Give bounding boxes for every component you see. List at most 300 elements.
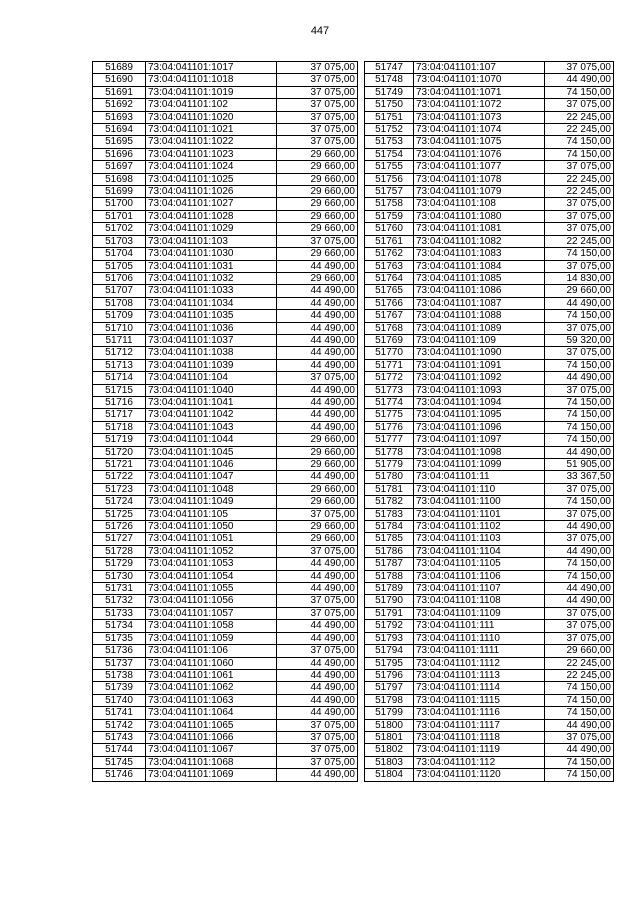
value-cell: 44 490,00 [545,595,614,607]
value-cell: 44 490,00 [277,347,358,359]
row-number-cell: 51745 [93,756,146,768]
value-cell: 37 075,00 [277,756,358,768]
cadastral-number-cell: 73:04:041101:11 [414,471,545,483]
value-cell: 74 150,00 [545,421,614,433]
value-cell: 33 367,50 [545,471,614,483]
row-number-cell: 51719 [93,434,146,446]
table-row [93,372,358,384]
row-number-cell: 51712 [93,347,146,359]
table-row [365,372,614,384]
cadastral-number-cell: 73:04:041101:1095 [414,409,545,421]
value-cell: 37 075,00 [277,545,358,557]
table-row [365,508,614,520]
cadastral-number-cell: 73:04:041101:1081 [414,223,545,235]
table-row [93,719,358,731]
table-row [93,136,358,148]
row-number-cell: 51698 [93,173,146,185]
cadastral-number-cell: 73:04:041101:1096 [414,421,545,433]
value-cell: 44 490,00 [545,719,614,731]
row-number-cell: 51803 [365,756,414,768]
row-number-cell: 51714 [93,372,146,384]
value-cell: 74 150,00 [545,707,614,719]
cadastral-number-cell: 73:04:041101:1117 [414,719,545,731]
left-table-body [93,62,358,782]
value-cell: 44 490,00 [277,334,358,346]
table-row [93,223,358,235]
table-row [93,669,358,681]
row-number-cell: 51793 [365,632,414,644]
value-cell: 51 905,00 [545,459,614,471]
cadastral-number-cell: 73:04:041101:1055 [146,583,277,595]
row-number-cell: 51779 [365,459,414,471]
table-row [365,657,614,669]
table-row [365,682,614,694]
value-cell: 37 075,00 [545,384,614,396]
cadastral-number-cell: 73:04:041101:1033 [146,285,277,297]
cadastral-number-cell: 73:04:041101:1078 [414,173,545,185]
value-cell: 74 150,00 [545,310,614,322]
cadastral-number-cell: 73:04:041101:1087 [414,297,545,309]
row-number-cell: 51718 [93,421,146,433]
value-cell: 37 075,00 [277,99,358,111]
table-row [93,111,358,123]
row-number-cell: 51733 [93,607,146,619]
cadastral-number-cell: 73:04:041101:1098 [414,446,545,458]
cadastral-number-cell: 73:04:041101:1056 [146,595,277,607]
table-row [365,533,614,545]
row-number-cell: 51769 [365,334,414,346]
value-cell: 44 490,00 [277,558,358,570]
row-number-cell: 51701 [93,210,146,222]
table-row [365,384,614,396]
row-number-cell: 51744 [93,744,146,756]
table-row [365,173,614,185]
row-number-cell: 51766 [365,297,414,309]
value-cell: 44 490,00 [277,322,358,334]
table-row [93,297,358,309]
value-cell: 22 245,00 [545,657,614,669]
value-cell: 29 660,00 [277,248,358,260]
cadastral-number-cell: 73:04:041101:1022 [146,136,277,148]
row-number-cell: 51705 [93,260,146,272]
table-row [93,471,358,483]
cadastral-number-cell: 73:04:041101:1082 [414,235,545,247]
row-number-cell: 51789 [365,583,414,595]
table-row [93,210,358,222]
cadastral-number-cell: 73:04:041101:1073 [414,111,545,123]
row-number-cell: 51767 [365,310,414,322]
value-cell: 37 075,00 [545,260,614,272]
table-row [93,682,358,694]
row-number-cell: 51792 [365,620,414,632]
table-row [365,334,614,346]
row-number-cell: 51710 [93,322,146,334]
cadastral-number-cell: 73:04:041101:1088 [414,310,545,322]
row-number-cell: 51713 [93,359,146,371]
value-cell: 37 075,00 [545,161,614,173]
table-row [365,756,614,768]
value-cell: 44 490,00 [545,744,614,756]
row-number-cell: 51763 [365,260,414,272]
row-number-cell: 51790 [365,595,414,607]
table-row [93,645,358,657]
table-row [93,310,358,322]
row-number-cell: 51727 [93,533,146,545]
value-cell: 44 490,00 [545,372,614,384]
table-row [93,173,358,185]
cadastral-number-cell: 73:04:041101:105 [146,508,277,520]
table-row [365,86,614,98]
table-row [365,496,614,508]
row-number-cell: 51753 [365,136,414,148]
cadastral-number-cell: 73:04:041101:107 [414,62,545,74]
table-row [365,570,614,582]
row-number-cell: 51786 [365,545,414,557]
row-number-cell: 51724 [93,496,146,508]
table-row [365,595,614,607]
cadastral-number-cell: 73:04:041101:109 [414,334,545,346]
right-listing-table [364,61,614,782]
cadastral-number-cell: 73:04:041101:1105 [414,558,545,570]
value-cell: 29 660,00 [277,533,358,545]
page-number: 447 [310,25,330,37]
row-number-cell: 51726 [93,521,146,533]
table-row [365,297,614,309]
value-cell: 37 075,00 [277,62,358,74]
row-number-cell: 51768 [365,322,414,334]
value-cell: 44 490,00 [277,285,358,297]
value-cell: 44 490,00 [277,260,358,272]
cadastral-number-cell: 73:04:041101:1093 [414,384,545,396]
cadastral-number-cell: 73:04:041101:1083 [414,248,545,260]
row-number-cell: 51743 [93,731,146,743]
cadastral-number-cell: 73:04:041101:1084 [414,260,545,272]
value-cell: 44 490,00 [277,359,358,371]
left-listing-table [92,61,358,782]
value-cell: 44 490,00 [277,682,358,694]
row-number-cell: 51785 [365,533,414,545]
cadastral-number-cell: 73:04:041101:1075 [414,136,545,148]
row-number-cell: 51764 [365,272,414,284]
table-row [365,731,614,743]
value-cell: 44 490,00 [277,669,358,681]
table-row [365,483,614,495]
value-cell: 29 660,00 [277,186,358,198]
table-row [93,508,358,520]
cadastral-number-cell: 73:04:041101:1120 [414,769,545,781]
row-number-cell: 51791 [365,607,414,619]
table-row [93,272,358,284]
row-number-cell: 51699 [93,186,146,198]
cadastral-number-cell: 73:04:041101:1037 [146,334,277,346]
table-row [365,645,614,657]
cadastral-number-cell: 73:04:041101:1019 [146,86,277,98]
row-number-cell: 51780 [365,471,414,483]
cadastral-number-cell: 73:04:041101:1053 [146,558,277,570]
table-row [93,62,358,74]
table-row [365,347,614,359]
cadastral-number-cell: 73:04:041101:1020 [146,111,277,123]
row-number-cell: 51735 [93,632,146,644]
table-row [365,583,614,595]
value-cell: 37 075,00 [277,744,358,756]
value-cell: 44 490,00 [277,694,358,706]
table-row [365,62,614,74]
cadastral-number-cell: 73:04:041101:1030 [146,248,277,260]
value-cell: 44 490,00 [545,521,614,533]
value-cell: 29 660,00 [277,483,358,495]
value-cell: 74 150,00 [545,769,614,781]
value-cell: 29 660,00 [277,198,358,210]
row-number-cell: 51746 [93,769,146,781]
cadastral-number-cell: 73:04:041101:1021 [146,124,277,136]
cadastral-number-cell: 73:04:041101:1104 [414,545,545,557]
table-row [93,161,358,173]
cadastral-number-cell: 73:04:041101:1066 [146,731,277,743]
table-row [365,111,614,123]
value-cell: 37 075,00 [545,533,614,545]
table-row [93,396,358,408]
table-row [365,707,614,719]
table-row [93,322,358,334]
row-number-cell: 51772 [365,372,414,384]
table-row [365,235,614,247]
row-number-cell: 51796 [365,669,414,681]
value-cell: 37 075,00 [545,322,614,334]
row-number-cell: 51798 [365,694,414,706]
table-row [93,583,358,595]
cadastral-number-cell: 73:04:041101:1071 [414,86,545,98]
cadastral-number-cell: 73:04:041101:1045 [146,446,277,458]
value-cell: 44 490,00 [277,396,358,408]
cadastral-number-cell: 73:04:041101:1017 [146,62,277,74]
cadastral-number-cell: 73:04:041101:1062 [146,682,277,694]
right-table-body [365,62,614,782]
table-row [365,434,614,446]
row-number-cell: 51702 [93,223,146,235]
row-number-cell: 51774 [365,396,414,408]
value-cell: 44 490,00 [277,310,358,322]
cadastral-number-cell: 73:04:041101:1103 [414,533,545,545]
value-cell: 44 490,00 [277,657,358,669]
table-row [365,148,614,160]
table-row [93,744,358,756]
table-row [365,421,614,433]
row-number-cell: 51692 [93,99,146,111]
cadastral-number-cell: 73:04:041101:1024 [146,161,277,173]
value-cell: 29 660,00 [277,148,358,160]
table-row [365,558,614,570]
cadastral-number-cell: 73:04:041101:1059 [146,632,277,644]
table-row [93,607,358,619]
value-cell: 74 150,00 [545,570,614,582]
value-cell: 29 660,00 [277,223,358,235]
cadastral-number-cell: 73:04:041101:1047 [146,471,277,483]
row-number-cell: 51730 [93,570,146,582]
cadastral-number-cell: 73:04:041101:1067 [146,744,277,756]
cadastral-number-cell: 73:04:041101:1035 [146,310,277,322]
row-number-cell: 51720 [93,446,146,458]
table-row [365,285,614,297]
row-number-cell: 51775 [365,409,414,421]
row-number-cell: 51703 [93,235,146,247]
value-cell: 37 075,00 [277,136,358,148]
cadastral-number-cell: 73:04:041101:1106 [414,570,545,582]
table-row [93,186,358,198]
cadastral-number-cell: 73:04:041101:1032 [146,272,277,284]
row-number-cell: 51737 [93,657,146,669]
row-number-cell: 51757 [365,186,414,198]
table-row [93,285,358,297]
table-row [365,186,614,198]
value-cell: 37 075,00 [545,620,614,632]
cadastral-number-cell: 73:04:041101:1085 [414,272,545,284]
value-cell: 44 490,00 [277,421,358,433]
row-number-cell: 51728 [93,545,146,557]
row-number-cell: 51802 [365,744,414,756]
row-number-cell: 51706 [93,272,146,284]
value-cell: 74 150,00 [545,434,614,446]
table-row [93,595,358,607]
value-cell: 37 075,00 [545,210,614,222]
cadastral-number-cell: 73:04:041101:106 [146,645,277,657]
value-cell: 44 490,00 [545,583,614,595]
cadastral-number-cell: 73:04:041101:1034 [146,297,277,309]
cadastral-number-cell: 73:04:041101:1069 [146,769,277,781]
cadastral-number-cell: 73:04:041101:1063 [146,694,277,706]
table-row [365,719,614,731]
value-cell: 22 245,00 [545,186,614,198]
cadastral-number-cell: 73:04:041101:1099 [414,459,545,471]
table-row [93,86,358,98]
value-cell: 14 830,00 [545,272,614,284]
row-number-cell: 51751 [365,111,414,123]
value-cell: 37 075,00 [277,595,358,607]
table-row [365,124,614,136]
value-cell: 22 245,00 [545,111,614,123]
value-cell: 37 075,00 [545,62,614,74]
row-number-cell: 51715 [93,384,146,396]
value-cell: 44 490,00 [277,620,358,632]
row-number-cell: 51695 [93,136,146,148]
cadastral-number-cell: 73:04:041101:112 [414,756,545,768]
value-cell: 74 150,00 [545,396,614,408]
cadastral-number-cell: 73:04:041101:1070 [414,74,545,86]
table-row [365,409,614,421]
cadastral-number-cell: 73:04:041101:1065 [146,719,277,731]
cadastral-number-cell: 73:04:041101:1027 [146,198,277,210]
row-number-cell: 51734 [93,620,146,632]
row-number-cell: 51801 [365,731,414,743]
cadastral-number-cell: 73:04:041101:1114 [414,682,545,694]
cadastral-number-cell: 73:04:041101:1108 [414,595,545,607]
row-number-cell: 51691 [93,86,146,98]
table-row [365,607,614,619]
value-cell: 29 660,00 [277,434,358,446]
cadastral-number-cell: 73:04:041101:1023 [146,148,277,160]
row-number-cell: 51704 [93,248,146,260]
value-cell: 44 490,00 [545,446,614,458]
value-cell: 74 150,00 [545,682,614,694]
row-number-cell: 51797 [365,682,414,694]
cadastral-number-cell: 73:04:041101:1058 [146,620,277,632]
value-cell: 37 075,00 [545,632,614,644]
table-row [93,558,358,570]
value-cell: 37 075,00 [545,731,614,743]
table-row [365,359,614,371]
row-number-cell: 51697 [93,161,146,173]
table-row [93,707,358,719]
cadastral-number-cell: 73:04:041101:1113 [414,669,545,681]
value-cell: 74 150,00 [545,496,614,508]
value-cell: 29 660,00 [277,496,358,508]
value-cell: 44 490,00 [545,545,614,557]
value-cell: 37 075,00 [545,347,614,359]
row-number-cell: 51795 [365,657,414,669]
row-number-cell: 51799 [365,707,414,719]
row-number-cell: 51694 [93,124,146,136]
cadastral-number-cell: 73:04:041101:1080 [414,210,545,222]
row-number-cell: 51736 [93,645,146,657]
table-row [93,359,358,371]
table-row [365,446,614,458]
cadastral-number-cell: 73:04:041101:1040 [146,384,277,396]
value-cell: 29 660,00 [545,645,614,657]
row-number-cell: 51693 [93,111,146,123]
table-row [93,260,358,272]
cadastral-number-cell: 73:04:041101:1109 [414,607,545,619]
row-number-cell: 51747 [365,62,414,74]
value-cell: 74 150,00 [545,148,614,160]
table-row [365,471,614,483]
table-row [365,99,614,111]
cadastral-number-cell: 73:04:041101:1046 [146,459,277,471]
table-row [93,384,358,396]
table-row [365,198,614,210]
row-number-cell: 51725 [93,508,146,520]
row-number-cell: 51716 [93,396,146,408]
value-cell: 37 075,00 [277,607,358,619]
value-cell: 44 490,00 [277,632,358,644]
cadastral-number-cell: 73:04:041101:1100 [414,496,545,508]
table-row [93,148,358,160]
cadastral-number-cell: 73:04:041101:1068 [146,756,277,768]
cadastral-number-cell: 73:04:041101:1048 [146,483,277,495]
row-number-cell: 51762 [365,248,414,260]
row-number-cell: 51729 [93,558,146,570]
value-cell: 44 490,00 [277,471,358,483]
value-cell: 37 075,00 [277,86,358,98]
cadastral-number-cell: 73:04:041101:1077 [414,161,545,173]
value-cell: 74 150,00 [545,86,614,98]
value-cell: 37 075,00 [545,198,614,210]
table-row [365,74,614,86]
cadastral-number-cell: 73:04:041101:1092 [414,372,545,384]
row-number-cell: 51721 [93,459,146,471]
row-number-cell: 51783 [365,508,414,520]
row-number-cell: 51754 [365,148,414,160]
cadastral-number-cell: 73:04:041101:1110 [414,632,545,644]
cadastral-number-cell: 73:04:041101:1025 [146,173,277,185]
row-number-cell: 51761 [365,235,414,247]
cadastral-number-cell: 73:04:041101:1094 [414,396,545,408]
table-row [93,347,358,359]
value-cell: 37 075,00 [277,235,358,247]
value-cell: 44 490,00 [277,384,358,396]
row-number-cell: 51717 [93,409,146,421]
value-cell: 74 150,00 [545,409,614,421]
table-row [93,334,358,346]
